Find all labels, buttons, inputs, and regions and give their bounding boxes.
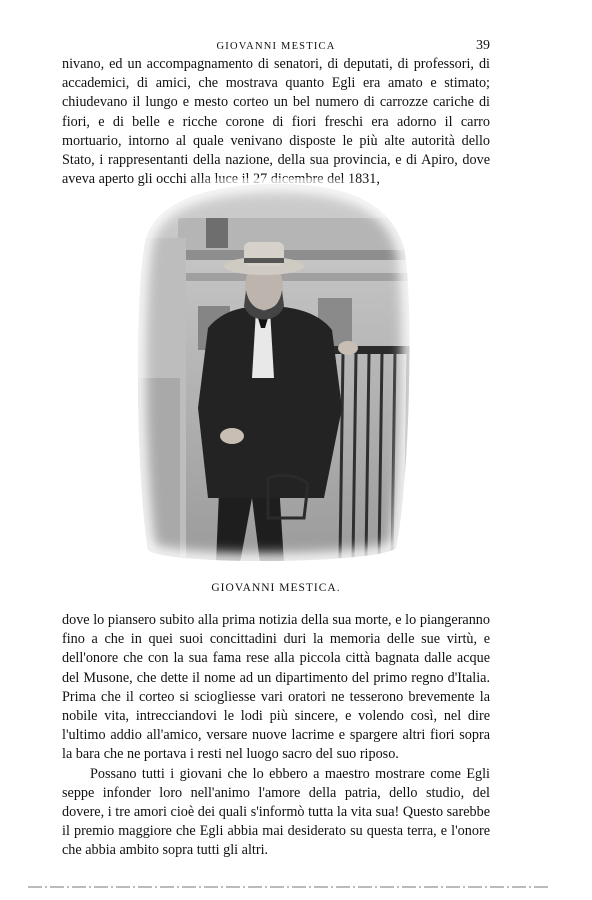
bottom-text-block: [62, 611, 490, 861]
top-paragraph-block: [62, 55, 490, 189]
paragraph-closing: Possano tutti i giovani che lo ebbero a maestro mostrare come Egli seppe infonder loro nell'animo l'amore della patria, dello studio, del dovere, i tre amori cioè dei quali s'informò tutta la vita sua! Questo sarebbe il premio maggiore che Egli abbia mai desiderato su questa terra, e l'onore che abbia ambito sopra tutti gli altri.: [62, 765, 490, 859]
paragraph-continuation: dove lo piansero subito alla prima notizia della sua morte, e lo piangeranno fino a che in quei suoi concittadini duri la memoria delle sue virtù, e dell'onore che con la sua fama rese alla piccola città bagnata dalle acque del Musone, che dette il nome ad un dipartimento del primo regno d'Italia. Prima che il corteo si sciogliesse vari oratori ne tesserono brevemente la nobile vita, intrecciandovi le lodi più sincere, e volendo così, nel dire l'ultimo addio all'amico, versare nuove lacrime e spargere altri fiori sopra la bara che ne portava i resti nel luogo sacro del suo riposo.: [62, 612, 490, 763]
top-paragraph: nivano, ed un accompagnamento di senatori, di deputati, di professori, di accademici, di amici, che mostrava quanto Egli era amato e stimato; chiudevano il lungo e mesto corteo un bel numero di carrozze cariche di fiori, e di belle e ricche corone di fiori freschi era adorno il carro mortuario, intorno al quale venivano disposte le più alte autorità dello Stato, i rappresentanti della nazione, della sua provincia, e di Apiro, dove aveva aperto gli occhi alla luce il 27 dicembre del 1831,: [62, 56, 490, 188]
running-title: GIOVANNI MESTICA: [216, 41, 336, 52]
running-head: [62, 38, 490, 56]
page-number: 39: [476, 38, 490, 53]
footer-rule: [28, 884, 548, 890]
portrait-photo-graphic: [128, 178, 416, 570]
portrait-photo: [128, 178, 416, 570]
figure-caption: GIOVANNI MESTICA.: [211, 582, 341, 594]
